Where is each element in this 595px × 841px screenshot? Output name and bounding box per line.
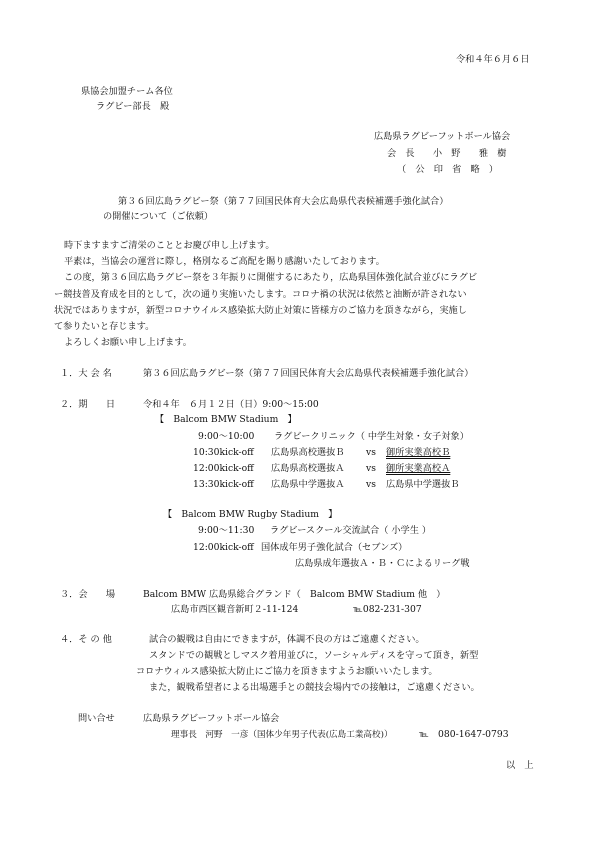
venue1-heading: 【 Balcom BMW Stadium 】 bbox=[155, 414, 297, 425]
item4-line-4: また，観戦希望者による出場選手との競技会場内での接触は，ご遠慮ください。 bbox=[149, 682, 480, 693]
sched1-1-team-a: 広島県高校選抜Ｂ bbox=[271, 447, 345, 458]
issue-date: 令和４年６月６日 bbox=[456, 54, 530, 65]
sender-org: 広島県ラグビーフットボール協会 bbox=[374, 131, 511, 142]
sched2-1-text: 国体成年男子強化試合（セブンズ） bbox=[261, 542, 408, 553]
item3-address: 広島市西区観音新町２-11-124 bbox=[171, 604, 299, 615]
sched1-2-time: 12:00kick-off bbox=[193, 463, 254, 474]
contact-person: 理事長 河野 一彦（国体少年男子代表(広島工業高校)） bbox=[171, 730, 393, 740]
sched1-3-time: 13:30kick-off bbox=[193, 479, 254, 490]
item4-line-3: コロナウィルス感染拡大防止にご協力を頂きますようお願いいたします。 bbox=[136, 666, 438, 677]
sched1-3-vs: vs bbox=[366, 479, 376, 490]
body-line-1: 時下ますますご清栄のこととお慶び申し上げます。 bbox=[64, 240, 275, 251]
sched1-3-team-a: 広島県中学選抜Ａ bbox=[271, 479, 345, 490]
sched1-1-time: 10:30kick-off bbox=[193, 447, 254, 458]
item4-line-2: スタンドでの観戦としマスク着用並びに，ソーシャルディスを守って頂き，新型 bbox=[149, 650, 479, 661]
sched2-0-text: ラグビースクール交流試合（ 小学生 ） bbox=[270, 525, 432, 536]
closing-mark: 以 上 bbox=[506, 760, 534, 771]
subject-line1: 第３６回広島ラグビー祭（第７７回国民体育大会広島県代表候補選手強化試合） bbox=[118, 196, 449, 207]
body-line-4: ー競技普及育成を目的として，次の通り実施いたします。コロナ禍の状況は依然と油断が許されない bbox=[54, 289, 467, 300]
item4-line-1: 試合の観戦は自由にできますが，体調不良の方はご遠慮ください。 bbox=[149, 634, 425, 645]
item3-tel: ℡082-231-307 bbox=[353, 604, 422, 615]
sender-name: 会 長 小 野 雅 樹 bbox=[387, 148, 507, 159]
item4-label: ４．そ の 他 bbox=[60, 634, 112, 645]
body-line-3: この度，第３６回広島ラグビー祭を３年振りに開催するにあたり，広島県国体強化試合並びにラグビ bbox=[64, 272, 478, 283]
contact-org: 広島県ラグビーフットボール協会 bbox=[143, 713, 280, 724]
item1-label: １．大 会 名 bbox=[60, 368, 112, 379]
sched1-0-time: 9:00～10:00 bbox=[198, 431, 255, 442]
item3-value: Balcom BMW 広島県総合グランド（ Balcom BMW Stadium 他 ） bbox=[143, 589, 446, 600]
sched1-2-team-b: 御所実業高校Ａ bbox=[386, 463, 451, 474]
body-line-5: 状況ではありますが，新型コロナウイルス感染拡大防止対策に皆様方のご協力を頂きながら，実施し bbox=[54, 305, 467, 316]
sched2-0-time: 9:00～11:30 bbox=[198, 525, 255, 536]
sched1-0-text: ラグビークリニック（ 中学生対象・女子対象） bbox=[274, 431, 469, 442]
sched1-1-vs: vs bbox=[366, 447, 376, 458]
body-line-7: よろしくお願い申し上げます。 bbox=[64, 337, 192, 348]
addressee-line2: ラグビー部長 殿 bbox=[96, 101, 170, 112]
addressee-line1: 県協会加盟チーム各位 bbox=[81, 86, 173, 97]
body-line-6: て参りたいと存じます。 bbox=[54, 321, 155, 332]
item3-label: ３．会 場 bbox=[60, 589, 116, 600]
sched1-2-vs: vs bbox=[366, 463, 376, 474]
sched1-1-team-b: 御所実業高校Ｂ bbox=[386, 447, 451, 458]
subject-line2: の開催について（ご依頼） bbox=[103, 211, 214, 222]
venue2-heading: 【 Balcom BMW Rugby Stadium 】 bbox=[163, 509, 338, 520]
sched1-2-team-a: 広島県高校選抜Ａ bbox=[271, 463, 345, 474]
contact-tel: ℡ 080-1647-0793 bbox=[419, 729, 509, 740]
item1-value: 第３６回広島ラグビー祭（第７７回国民体育大会広島県代表候補選手強化試合） bbox=[143, 368, 474, 379]
contact-label: 問い合せ bbox=[78, 713, 115, 724]
item2-label: ２．期 日 bbox=[60, 399, 116, 410]
body-line-2: 平素は，当協会の運営に際し，格別なるご高配を賜り感謝いたしております。 bbox=[64, 256, 385, 267]
sched1-3-team-b: 広島県中学選抜Ｂ bbox=[386, 479, 460, 490]
sender-seal: （ 公 印 省 略 ） bbox=[397, 164, 499, 175]
sched2-1-time: 12:00kick-off bbox=[193, 542, 254, 553]
item2-value: 令和４年 ６月１２日（日）9:00～15:00 bbox=[143, 399, 319, 410]
sched2-2-text: 広島県成年選抜Ａ・Ｂ・Ｃによるリーグ戦 bbox=[295, 558, 470, 569]
